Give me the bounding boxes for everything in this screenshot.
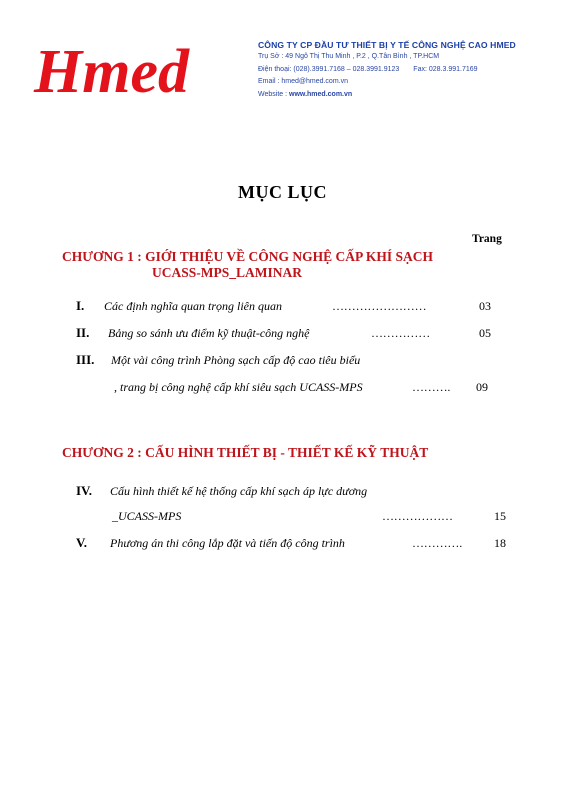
entry-number: IV. xyxy=(76,483,93,498)
entry-title: Bảng so sánh ưu điểm kỹ thuật-công nghệ xyxy=(108,326,310,340)
toc-title: MỤC LỤC xyxy=(238,182,327,202)
entry-title: Cấu hình thiết kế hệ thống cấp khí sạch áp lực dương xyxy=(110,484,368,498)
chapter-1-heading-cont: UCASS-MPS_LAMINAR xyxy=(152,265,303,280)
company-fax: Fax: 028.3.991.7169 xyxy=(413,65,478,73)
entry-page: 15 xyxy=(494,509,506,523)
entry-title: Một vài công trình Phòng sạch cấp độ cao tiêu biểu xyxy=(111,353,361,367)
entry-leader: …………………… xyxy=(332,299,427,313)
logo-wordmark: Hmed xyxy=(34,40,189,106)
entry-number: III. xyxy=(76,352,95,367)
entry-page: 18 xyxy=(494,536,506,550)
company-website[interactable]: www.hmed.com.vn xyxy=(289,90,353,98)
entry-page: 03 xyxy=(479,299,491,313)
entry-leader: …………… xyxy=(371,326,431,340)
entry-number: V. xyxy=(76,535,87,550)
page-column-label: Trang xyxy=(472,233,502,245)
company-name: CÔNG TY CP ĐẦU TƯ THIẾT BỊ Y TẾ CÔNG NGHỆ CAO HMED xyxy=(258,40,516,50)
company-website-line xyxy=(258,89,558,102)
company-email-line xyxy=(258,76,558,89)
chapter-2-heading: CHƯƠNG 2 : CẤU HÌNH THIẾT BỊ - THIẾT KẾ KỸ THUẬT xyxy=(62,445,429,460)
entry-page: 05 xyxy=(479,326,491,340)
website-label: Website : xyxy=(258,90,288,98)
entry-title-cont: , trang bị công nghệ cấp khí siêu sạch UCASS-MPS xyxy=(114,380,363,394)
entry-title: Các định nghĩa quan trọng liên quan xyxy=(104,299,282,313)
chapter-1-heading: CHƯƠNG 1 : GIỚI THIỆU VỀ CÔNG NGHỆ CẤP KHÍ SẠCH xyxy=(62,249,434,264)
entry-page: 09 xyxy=(476,380,488,394)
company-info xyxy=(258,39,558,101)
entry-number: II. xyxy=(76,325,90,340)
entry-number: I. xyxy=(76,298,85,313)
entry-leader: ……………… xyxy=(382,509,453,523)
email-label: Email : xyxy=(258,78,280,85)
hmed-logo xyxy=(30,40,250,110)
company-email[interactable]: hmed@hmed.com.vn xyxy=(281,78,348,85)
company-address: Trụ Sở : 49 Ngô Thị Thu Minh , P.2 , Q.Tân Bình , TP.HCM xyxy=(258,53,440,60)
entry-title: Phương án thi công lắp đặt và tiến độ công trình xyxy=(110,536,345,550)
entry-title-cont: _UCASS-MPS xyxy=(112,509,182,523)
company-phone: Điện thoại: (028).3991.7168 – 028.3991.9123 xyxy=(258,65,400,73)
company-contact-line xyxy=(258,64,558,77)
entry-leader: …………. xyxy=(412,536,463,550)
entry-leader: ………. xyxy=(412,380,451,394)
